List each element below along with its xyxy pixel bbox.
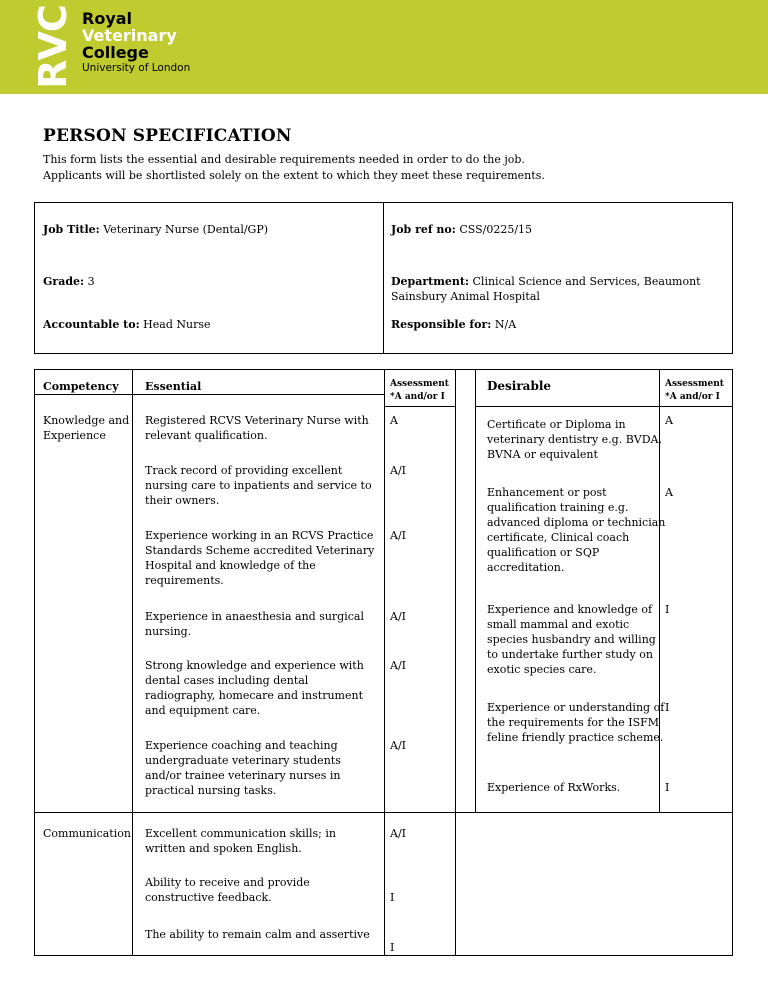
col-divider-gap-top [475,370,476,462]
header-row-line [35,394,385,395]
job-ref-cell [391,222,532,237]
logo-line-university: University of London [82,62,191,74]
essential-assessment: A/I [390,659,406,672]
job-title-value: Veterinary Nurse (Dental/GP) [103,223,269,236]
job-ref-value: CSS/0225/15 [459,223,533,236]
desirable-item: Experience or understanding of the requirements for the ISFM feline friendly practice scheme. [487,701,665,744]
page-title: PERSON SPECIFICATION [43,126,292,146]
desirable-item: Certificate or Diploma in veterinary dentistry e.g. BVDA, BVNA or equivalent [487,418,662,461]
col-divider-assessment [455,370,456,955]
header-assessment-2: *A and/or I [390,392,445,402]
logo-mark-text: RVC [31,5,75,89]
header-assessment-1: Assessment [390,379,449,389]
grade-value: 3 [87,275,95,288]
competency-communication: Communication [43,827,131,840]
accountable-label: Accountable to: [43,318,140,331]
essential-assessment: A/I [390,464,406,477]
department-cell [391,274,701,304]
essential-item: Track record of providing excellent nursing care to inpatients and service to their owners. [145,464,372,507]
competency-table [34,369,733,956]
header-banner [0,0,768,94]
essential-item: Excellent communication skills; in written and spoken English. [145,827,336,855]
essential-item: Experience working in an RCVS Practice Standards Scheme accredited Veterinary Hospital and knowledge of the requirements. [145,529,375,587]
essential-assessment: A/I [390,827,406,840]
job-ref-label: Job ref no: [391,223,456,236]
responsible-value: N/A [494,318,517,331]
grade-label: Grade: [43,275,85,288]
desirable-assessment: A [665,414,673,427]
essential-assessment: I [390,891,395,904]
grade-cell [43,274,95,289]
logo-line-college: College [82,43,149,62]
intro-line-2: Applicants will be shortlisted solely on the extent to which they meet these requirements. [43,169,545,182]
logo-line-royal: Royal [82,9,133,28]
essential-item: Experience in anaesthesia and surgical nursing. [145,610,364,638]
job-title-cell [43,222,268,237]
desirable-assessment: I [665,701,670,714]
essential-item: The ability to remain calm and assertive [145,928,370,941]
header-desirable: Desirable [487,379,552,393]
essential-item: Experience coaching and teaching undergraduate veterinary students and/or trainee veterinary nurses in practical nursing tasks. [145,739,341,797]
job-info-box [34,202,733,354]
essential-assessment: A/I [390,529,406,542]
desirable-assessment: I [665,603,670,616]
header-essential: Essential [145,380,202,393]
col-divider-competency [132,370,133,955]
desirable-item: Enhancement or post qualification training e.g. advanced diploma or technician certificate, Clinical coach qualification or SQP accreditation. [487,486,666,574]
section-row-line [35,812,733,813]
competency-knowledge [43,413,129,443]
responsible-label: Responsible for: [391,318,492,331]
desirable-item: Experience and knowledge of small mammal and exotic species husbandry and willing to undertake further study on exotic species care. [487,603,656,676]
essential-assessment: I [390,941,395,954]
logo-line-veterinary: Veterinary [82,26,177,45]
col-divider-gap [475,462,476,812]
essential-assessment: A/I [390,739,406,752]
header-competency: Competency [43,380,119,393]
header-assessment2-1: Assessment [665,379,724,389]
essential-item: Ability to receive and provide constructive feedback. [145,876,310,904]
department-value-1: Clinical Science and Services, Beaumont [472,275,701,288]
essential-assessment: A [390,414,398,427]
competency-knowledge-line-1: Knowledge and [43,414,130,427]
accountable-cell [43,317,210,332]
job-title-label: Job Title: [43,223,100,236]
essential-item: Registered RCVS Veterinary Nurse with relevant qualification. [145,414,369,442]
department-label: Department: [391,275,470,288]
header-row-line-assess [384,406,456,407]
desirable-item: Experience of RxWorks. [487,781,621,794]
desirable-assessment: A [665,486,673,499]
essential-item: Strong knowledge and experience with dental cases including dental radiography, homecare and instrument and equipment care. [145,659,364,717]
essential-assessment: A/I [390,610,406,623]
department-value-2: Sainsbury Animal Hospital [391,290,540,303]
intro-line-1: This form lists the essential and desirable requirements needed in order to do the job. [43,153,525,166]
accountable-value: Head Nurse [143,318,211,331]
desirable-assessment: I [665,781,670,794]
info-divider [383,203,384,353]
header-row-line-desirable [475,406,733,407]
responsible-cell [391,317,516,332]
logo-wordmark [82,10,190,76]
col-divider-essential [384,370,385,955]
header-assessment2-2: *A and/or I [665,392,720,402]
competency-knowledge-line-2: Experience [43,429,106,442]
rvc-logo-mark [28,4,78,90]
intro-text [43,152,743,184]
